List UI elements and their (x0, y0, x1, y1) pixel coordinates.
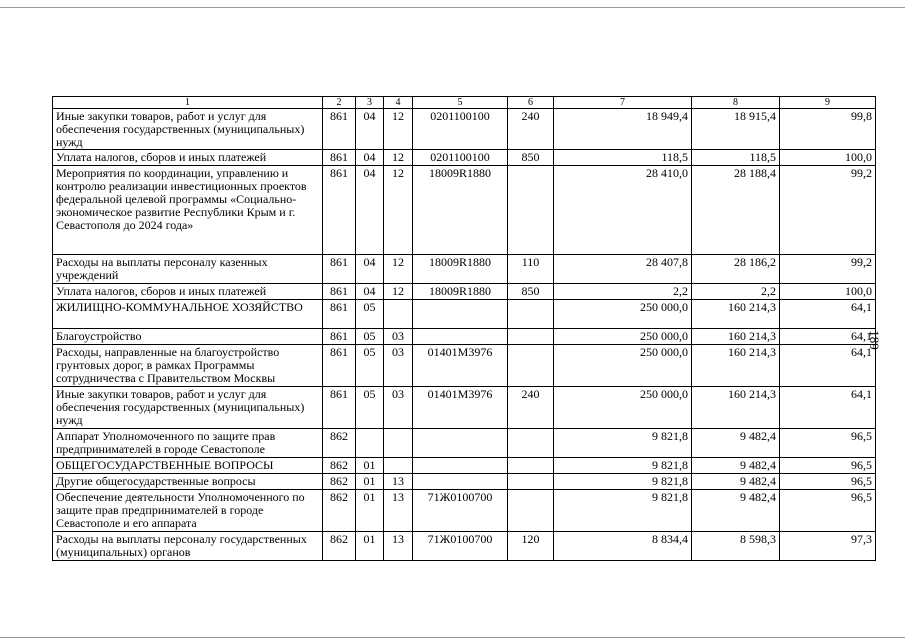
expense-type-cell (508, 474, 554, 490)
subsection-cell: 13 (384, 474, 413, 490)
actual-amount-cell: 18 915,4 (692, 109, 780, 150)
planned-amount-cell: 9 821,8 (554, 429, 692, 458)
percent-cell: 100,0 (780, 284, 876, 300)
target-item-cell (413, 300, 508, 329)
row-name-cell: Иные закупки товаров, работ и услуг для обеспечения государственных (муниципальных) нужд (53, 109, 323, 150)
header-cell: 3 (356, 97, 384, 109)
target-item-cell (413, 429, 508, 458)
section-cell: 01 (356, 490, 384, 532)
admin-code-cell: 861 (323, 109, 356, 150)
subsection-cell (384, 300, 413, 329)
percent-cell: 99,2 (780, 255, 876, 284)
expense-type-cell (508, 490, 554, 532)
table-row (53, 429, 876, 458)
planned-amount-cell: 9 821,8 (554, 474, 692, 490)
subsection-cell (384, 429, 413, 458)
target-item-cell: 01401М3976 (413, 345, 508, 387)
table-row (53, 150, 876, 166)
row-name-cell: Обеспечение деятельности Уполномоченного по защите прав предпринимателей в городе Севастополе и его аппарата (53, 490, 323, 532)
header-cell: 5 (413, 97, 508, 109)
header-cell: 6 (508, 97, 554, 109)
row-name-cell: Мероприятия по координации, управлению и контролю реализации инвестиционных проектов федеральной целевой программы «Социально-экономическое развитие Республики Крым и г. Севастополя до 2024 года» (53, 166, 323, 255)
expense-type-cell: 240 (508, 387, 554, 429)
admin-code-cell: 861 (323, 150, 356, 166)
row-name-cell: ЖИЛИЩНО-КОММУНАЛЬНОЕ ХОЗЯЙСТВО (53, 300, 323, 329)
percent-cell: 99,2 (780, 166, 876, 255)
subsection-cell: 12 (384, 284, 413, 300)
section-cell: 01 (356, 532, 384, 561)
expense-type-cell (508, 329, 554, 345)
target-item-cell: 0201100100 (413, 109, 508, 150)
table-row (53, 490, 876, 532)
expense-type-cell: 850 (508, 284, 554, 300)
admin-code-cell: 861 (323, 284, 356, 300)
table-row (53, 166, 876, 255)
subsection-cell: 13 (384, 532, 413, 561)
admin-code-cell: 861 (323, 345, 356, 387)
admin-code-cell: 862 (323, 532, 356, 561)
subsection-cell: 03 (384, 329, 413, 345)
table-row (53, 474, 876, 490)
percent-cell: 96,5 (780, 490, 876, 532)
planned-amount-cell: 9 821,8 (554, 458, 692, 474)
table-row (53, 532, 876, 561)
table-header-row (53, 97, 876, 109)
table-row (53, 458, 876, 474)
actual-amount-cell: 160 214,3 (692, 300, 780, 329)
actual-amount-cell: 2,2 (692, 284, 780, 300)
section-cell: 05 (356, 329, 384, 345)
percent-cell: 64,1 (780, 345, 876, 387)
budget-table (52, 96, 876, 561)
admin-code-cell: 861 (323, 255, 356, 284)
subsection-cell: 12 (384, 109, 413, 150)
planned-amount-cell: 250 000,0 (554, 345, 692, 387)
header-cell: 9 (780, 97, 876, 109)
admin-code-cell: 861 (323, 329, 356, 345)
row-name-cell: Расходы на выплаты персоналу государственных (муниципальных) органов (53, 532, 323, 561)
actual-amount-cell: 9 482,4 (692, 474, 780, 490)
expense-type-cell: 120 (508, 532, 554, 561)
planned-amount-cell: 118,5 (554, 150, 692, 166)
table-row (53, 387, 876, 429)
row-name-cell: Другие общегосударственные вопросы (53, 474, 323, 490)
table-row (53, 284, 876, 300)
header-cell: 4 (384, 97, 413, 109)
admin-code-cell: 862 (323, 474, 356, 490)
expense-type-cell (508, 300, 554, 329)
planned-amount-cell: 28 410,0 (554, 166, 692, 255)
percent-cell: 64,1 (780, 387, 876, 429)
actual-amount-cell: 9 482,4 (692, 458, 780, 474)
row-name-cell: Уплата налогов, сборов и иных платежей (53, 284, 323, 300)
percent-cell: 99,8 (780, 109, 876, 150)
table-row (53, 329, 876, 345)
row-name-cell: Благоустройство (53, 329, 323, 345)
expense-type-cell: 240 (508, 109, 554, 150)
expense-type-cell (508, 345, 554, 387)
expense-type-cell: 110 (508, 255, 554, 284)
target-item-cell: 71Ж0100700 (413, 490, 508, 532)
section-cell: 05 (356, 345, 384, 387)
admin-code-cell: 862 (323, 429, 356, 458)
expense-type-cell: 850 (508, 150, 554, 166)
target-item-cell: 18009R1880 (413, 166, 508, 255)
row-name-cell: Расходы, направленные на благоустройство грунтовых дорог, в рамках Программы сотрудничества с Правительством Москвы (53, 345, 323, 387)
section-cell: 04 (356, 255, 384, 284)
target-item-cell: 01401М3976 (413, 387, 508, 429)
table-row (53, 255, 876, 284)
admin-code-cell: 862 (323, 458, 356, 474)
page-number: 189 (866, 330, 882, 350)
section-cell: 01 (356, 458, 384, 474)
planned-amount-cell: 8 834,4 (554, 532, 692, 561)
percent-cell: 96,5 (780, 429, 876, 458)
planned-amount-cell: 250 000,0 (554, 387, 692, 429)
header-cell: 7 (554, 97, 692, 109)
header-cell: 2 (323, 97, 356, 109)
subsection-cell: 12 (384, 166, 413, 255)
percent-cell: 97,3 (780, 532, 876, 561)
section-cell: 04 (356, 166, 384, 255)
target-item-cell (413, 458, 508, 474)
percent-cell: 100,0 (780, 150, 876, 166)
target-item-cell (413, 474, 508, 490)
header-cell: 1 (53, 97, 323, 109)
actual-amount-cell: 9 482,4 (692, 490, 780, 532)
actual-amount-cell: 8 598,3 (692, 532, 780, 561)
subsection-cell: 03 (384, 387, 413, 429)
actual-amount-cell: 28 186,2 (692, 255, 780, 284)
planned-amount-cell: 250 000,0 (554, 300, 692, 329)
expense-type-cell (508, 458, 554, 474)
actual-amount-cell: 28 188,4 (692, 166, 780, 255)
expense-type-cell (508, 429, 554, 458)
scan-bottom-edge (0, 637, 905, 638)
row-name-cell: Аппарат Уполномоченного по защите прав предпринимателей в городе Севастополе (53, 429, 323, 458)
row-name-cell: Расходы на выплаты персоналу казенных учреждений (53, 255, 323, 284)
table-row (53, 109, 876, 150)
actual-amount-cell: 160 214,3 (692, 387, 780, 429)
percent-cell: 96,5 (780, 474, 876, 490)
subsection-cell (384, 458, 413, 474)
table-row (53, 300, 876, 329)
row-name-cell: ОБЩЕГОСУДАРСТВЕННЫЕ ВОПРОСЫ (53, 458, 323, 474)
planned-amount-cell: 250 000,0 (554, 329, 692, 345)
subsection-cell: 03 (384, 345, 413, 387)
actual-amount-cell: 9 482,4 (692, 429, 780, 458)
percent-cell: 64,1 (780, 300, 876, 329)
section-cell: 01 (356, 474, 384, 490)
section-cell: 05 (356, 387, 384, 429)
table-row (53, 345, 876, 387)
section-cell: 04 (356, 109, 384, 150)
planned-amount-cell: 18 949,4 (554, 109, 692, 150)
target-item-cell: 0201100100 (413, 150, 508, 166)
subsection-cell: 12 (384, 150, 413, 166)
subsection-cell: 13 (384, 490, 413, 532)
admin-code-cell: 861 (323, 300, 356, 329)
subsection-cell: 12 (384, 255, 413, 284)
section-cell: 04 (356, 284, 384, 300)
planned-amount-cell: 9 821,8 (554, 490, 692, 532)
planned-amount-cell: 2,2 (554, 284, 692, 300)
row-name-cell: Уплата налогов, сборов и иных платежей (53, 150, 323, 166)
target-item-cell (413, 329, 508, 345)
section-cell: 04 (356, 150, 384, 166)
admin-code-cell: 861 (323, 166, 356, 255)
target-item-cell: 71Ж0100700 (413, 532, 508, 561)
header-cell: 8 (692, 97, 780, 109)
section-cell: 05 (356, 300, 384, 329)
target-item-cell: 18009R1880 (413, 284, 508, 300)
actual-amount-cell: 160 214,3 (692, 345, 780, 387)
scan-top-edge (0, 7, 905, 8)
planned-amount-cell: 28 407,8 (554, 255, 692, 284)
percent-cell: 64,1 (780, 329, 876, 345)
actual-amount-cell: 118,5 (692, 150, 780, 166)
percent-cell: 96,5 (780, 458, 876, 474)
admin-code-cell: 862 (323, 490, 356, 532)
expense-type-cell (508, 166, 554, 255)
section-cell (356, 429, 384, 458)
row-name-cell: Иные закупки товаров, работ и услуг для обеспечения государственных (муниципальных) нужд (53, 387, 323, 429)
actual-amount-cell: 160 214,3 (692, 329, 780, 345)
target-item-cell: 18009R1880 (413, 255, 508, 284)
admin-code-cell: 861 (323, 387, 356, 429)
